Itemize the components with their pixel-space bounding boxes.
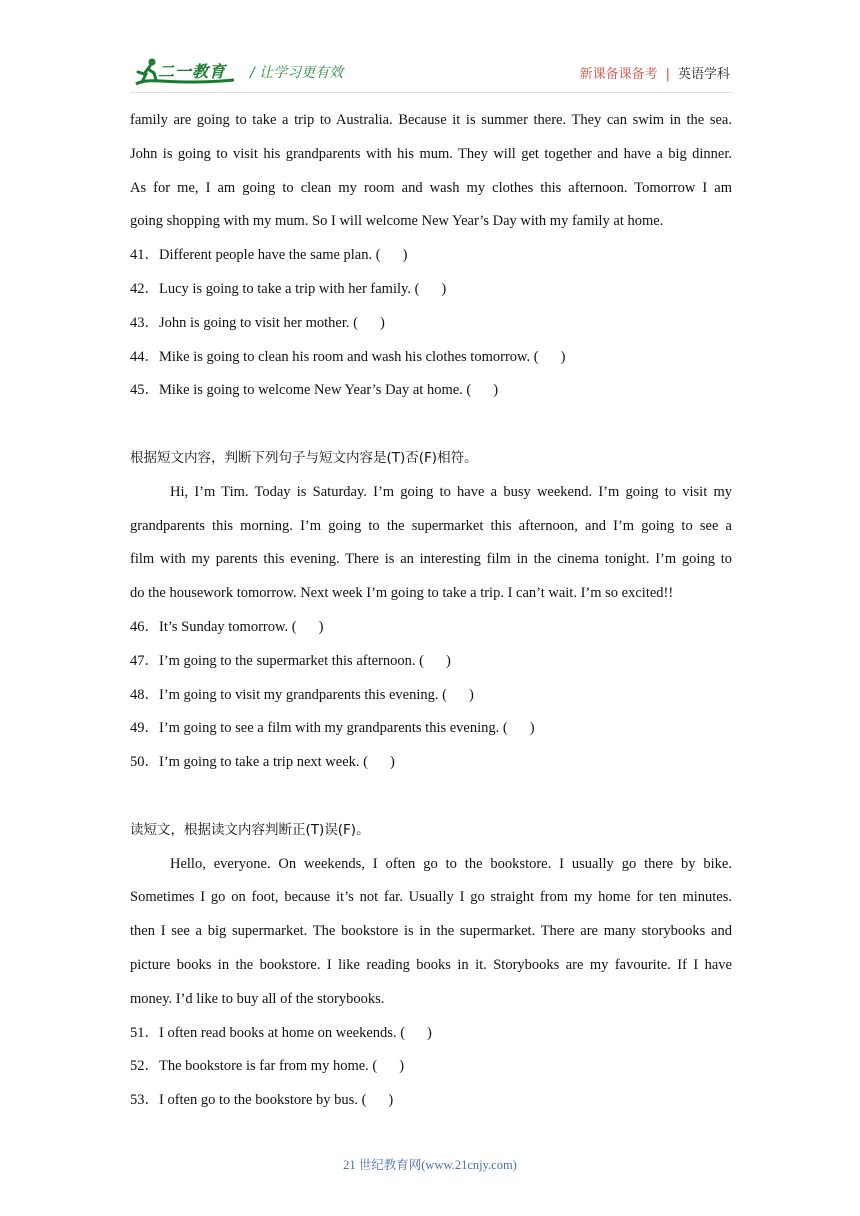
header-separator: | [665,67,670,82]
question-text: The bookstore is far from my home. ( [159,1058,378,1075]
answer-blank[interactable]: ) [445,652,451,669]
section-gap [130,780,732,814]
question-number: 42． [130,280,159,297]
question-number: 46． [130,618,159,635]
answer-blank[interactable]: ) [468,686,474,703]
question-46 [130,611,732,645]
header-course-title: 新课备课备考 [579,67,658,82]
question-text: I’m going to the supermarket this afternoon. ( [159,652,424,669]
question-41 [130,239,732,273]
passage3-line: Hello, everyone. On weekends, I often go to the bookstore. I usually go there by bike. [170,855,732,872]
section3-instruction: 读短文，根据读文内容判断正(T)误(F)。 [130,821,370,838]
question-text: It’s Sunday tomorrow. ( [159,618,297,635]
question-text: Mike is going to clean his room and wash his clothes tomorrow. ( [159,348,539,365]
question-text: Mike is going to welcome New Year’s Day at home. ( [159,382,472,399]
question-number: 47． [130,652,159,669]
question-text: Lucy is going to take a trip with her family. ( [159,280,420,297]
question-49 [130,712,732,746]
header-right [580,63,730,82]
question-text: I often read books at home on weekends. ( [159,1024,406,1041]
passage2-line: do the housework tomorrow. Next week I’m going to take a trip. I can’t wait. I’m so excited!! [130,585,674,602]
question-number: 48． [130,686,159,703]
question-number: 50． [130,754,159,771]
question-number: 45． [130,382,159,399]
header-subject: 英语学科 [677,67,730,82]
question-48 [130,679,732,713]
question-51 [130,1017,732,1051]
page-header [130,52,730,92]
question-number: 44． [130,348,159,365]
question-44 [130,341,732,375]
question-45 [130,374,732,408]
passage3-line: Sometimes I go on foot, because it’s not far. Usually I go straight from my home for ten minutes. [130,889,732,906]
question-text: I often go to the bookstore by bus. ( [159,1092,367,1109]
question-number: 51． [130,1024,159,1041]
answer-blank[interactable]: ) [388,1092,394,1109]
passage1-line: As for me, I am going to clean my room and wash my clothes this afternoon. Tomorrow I am [130,179,732,196]
answer-blank[interactable]: ) [493,382,499,399]
passage1-line: family are going to take a trip to Australia. Because it is summer there. They can swim in the sea. [130,112,732,128]
passage2-line: film with my parents this evening. There is an interesting film in the cinema tonight. I’m going to [130,551,732,568]
header-divider [130,92,732,93]
answer-blank[interactable]: ) [318,618,324,635]
question-50 [130,746,732,780]
question-number: 52． [130,1058,159,1075]
answer-blank[interactable]: ) [389,754,395,771]
question-text: Different people have the same plan. ( [159,247,381,264]
passage3-line: then I see a big supermarket. The bookstore is in the supermarket. There are many storybooks and [130,923,732,940]
question-53 [130,1084,732,1118]
passage2-line: grandparents this morning. I’m going to the supermarket this afternoon, and I’m going to see a [130,517,732,534]
answer-blank[interactable]: ) [441,280,447,297]
question-text: I’m going to see a film with my grandparents this evening. ( [159,720,508,737]
question-number: 43． [130,314,159,331]
document-body [130,104,732,1118]
passage1-line: John is going to visit his grandparents with his mum. They will get together and have a big dinner. [130,145,732,162]
question-text: I’m going to take a trip next week. ( [159,754,368,771]
answer-blank[interactable]: ) [399,1058,405,1075]
question-43 [130,307,732,341]
answer-blank[interactable]: ) [379,314,385,331]
page-footer[interactable]: 21 世纪教育网(www.21cnjy.com) [343,1158,517,1172]
section-gap [130,408,732,442]
question-number: 49． [130,720,159,737]
question-number: 41． [130,247,159,264]
passage1-line: going shopping with my mum. So I will welcome New Year’s Day with my family at home. [130,213,664,230]
answer-blank[interactable]: ) [427,1024,432,1041]
question-52 [130,1050,732,1084]
slogan: / 让学习更有效 [250,65,344,81]
passage2-line: Hi, I’m Tim. Today is Saturday. I’m going to have a busy weekend. I’m going to visit my [170,483,732,500]
logo-text: 二一教育 [158,62,227,81]
question-text: John is going to visit her mother. ( [159,314,358,331]
answer-blank[interactable]: ) [529,720,535,737]
answer-blank[interactable]: ) [560,348,566,365]
answer-blank[interactable]: ) [402,247,408,264]
question-text: I’m going to visit my grandparents this evening. ( [159,686,447,703]
passage3-line: money. I’d like to buy all of the storybooks. [130,990,385,1007]
question-42 [130,273,732,307]
passage3-line: picture books in the bookstore. I like reading books in it. Storybooks are my favourite. If I have [130,956,732,973]
section2-instruction: 根据短文内容，判断下列句子与短文内容是(T)否(F)相符。 [130,449,478,466]
question-47 [130,645,732,679]
question-number: 53． [130,1092,159,1109]
